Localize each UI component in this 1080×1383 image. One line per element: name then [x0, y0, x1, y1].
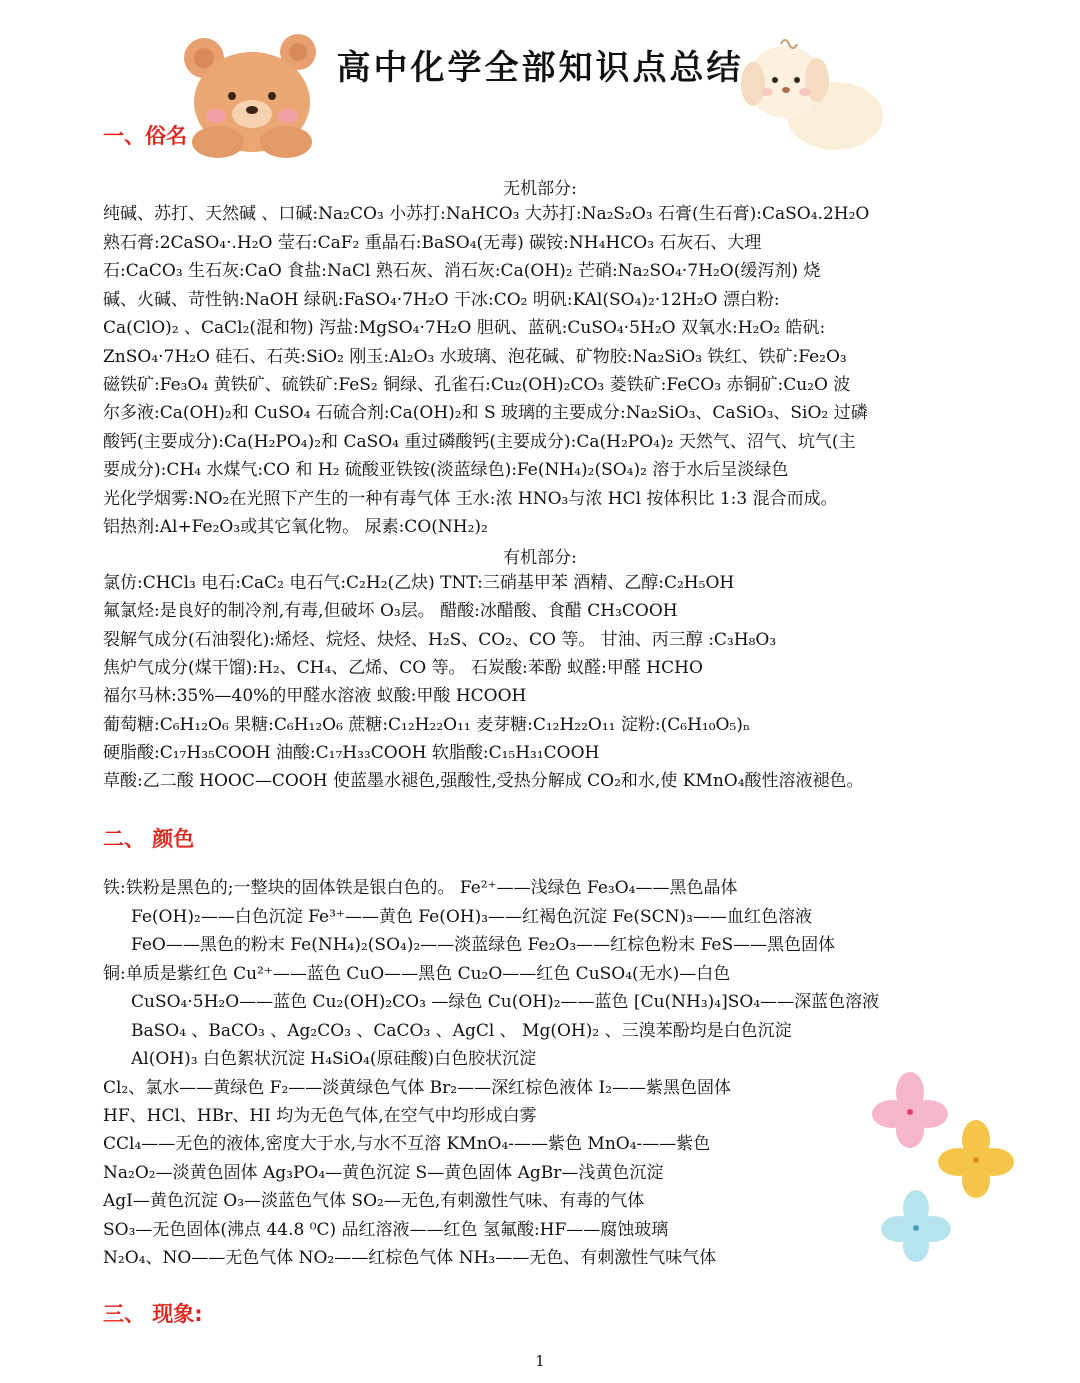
list-item: 焦炉气成分(煤干馏):H₂、CH₄、乙烯、CO 等。 石炭酸:苯酚 蚁醛:甲醛 HCHO	[103, 658, 703, 678]
inorganic-heading: 无机部分:	[503, 179, 577, 199]
list-item: 铝热剂:Al+Fe₂O₃或其它氧化物。 尿素:CO(NH₂)₂	[103, 517, 488, 537]
organic-heading: 有机部分:	[503, 548, 577, 568]
list-item: 葡萄糖:C₆H₁₂O₆ 果糖:C₆H₁₂O₆ 蔗糖:C₁₂H₂₂O₁₁ 麦芽糖:C₁₂H₂₂O₁₁ 淀粉:(C₆H₁₀O₅)ₙ	[103, 715, 751, 735]
list-item: 要成分):CH₄ 水煤气:CO 和 H₂ 硫酸亚铁铵(淡蓝绿色):Fe(NH₄)₂(SO₄)₂ 溶于水后呈淡绿色	[103, 460, 789, 480]
list-item: FeO——黑色的粉末 Fe(NH₄)₂(SO₄)₂——淡蓝绿色 Fe₂O₃——红棕色粉末 FeS——黑色固体	[131, 935, 836, 955]
list-item: 磁铁矿:Fe₃O₄ 黄铁矿、硫铁矿:FeS₂ 铜绿、孔雀石:Cu₂(OH)₂CO₃ 菱铁矿:FeCO₃ 赤铜矿:Cu₂O 波	[103, 375, 851, 395]
list-item: N₂O₄、NO——无色气体 NO₂——红棕色气体 NH₃——无色、有刺激性气味气体	[103, 1248, 717, 1268]
list-item: CCl₄——无色的液体,密度大于水,与水不互溶 KMnO₄-——紫色 MnO₄-——紫色	[103, 1134, 711, 1154]
list-item: 熟石膏:2CaSO₄·.H₂O 莹石:CaF₂ 重晶石:BaSO₄(无毒) 碳铵:NH₄HCO₃ 石灰石、大理	[103, 233, 762, 253]
list-item: BaSO₄ 、BaCO₃ 、Ag₂CO₃ 、CaCO₃ 、AgCl 、 Mg(OH)₂ 、三溴苯酚均是白色沉淀	[131, 1021, 792, 1041]
list-item: Cl₂、氯水——黄绿色 F₂——淡黄绿色气体 Br₂——深红棕色液体 I₂——紫黑色固体	[103, 1078, 732, 1098]
section-heading-colors: 二、 颜色	[103, 827, 195, 851]
list-item: 氟氯烃:是良好的制冷剂,有毒,但破坏 O₃层。 醋酸:冰醋酸、食醋 CH₃COOH	[103, 601, 678, 621]
list-item: 铁:铁粉是黑色的;一整块的固体铁是银白色的。 Fe²⁺——浅绿色 Fe₃O₄——黑色晶体	[103, 878, 738, 898]
list-item: 草酸:乙二酸 HOOC—COOH 使蓝墨水褪色,强酸性,受热分解成 CO₂和水,使 KMnO₄酸性溶液褪色。	[103, 771, 864, 791]
list-item: CuSO₄·5H₂O——蓝色 Cu₂(OH)₂CO₃ —绿色 Cu(OH)₂——蓝色 [Cu(NH₃)₄]SO₄——深蓝色溶液	[131, 992, 880, 1012]
list-item: 福尔马林:35%—40%的甲醛水溶液 蚁酸:甲酸 HCOOH	[103, 686, 527, 706]
list-item: 光化学烟雾:NO₂在光照下产生的一种有毒气体 王水:浓 HNO₃与浓 HCl 按体积比 1:3 混合而成。	[103, 489, 838, 509]
list-item: HF、HCl、HBr、HI 均为无色气体,在空气中均形成白雾	[103, 1106, 537, 1126]
list-item: Fe(OH)₂——白色沉淀 Fe³⁺——黄色 Fe(OH)₃——红褐色沉淀 Fe(SCN)₃——血红色溶液	[131, 907, 812, 927]
list-item: SO₃—无色固体(沸点 44.8 ⁰C) 品红溶液——红色 氢氟酸:HF——腐蚀玻璃	[103, 1220, 669, 1240]
list-item: AgI—黄色沉淀 O₃—淡蓝色气体 SO₂—无色,有刺激性气味、有毒的气体	[103, 1191, 645, 1211]
section-heading-names: 一、俗名	[103, 124, 187, 148]
section-heading-phenomena: 三、 现象:	[103, 1302, 203, 1326]
page-number: 1	[535, 1352, 545, 1370]
page-title: 高中化学全部知识点总结	[336, 48, 744, 88]
list-item: 碱、火碱、苛性钠:NaOH 绿矾:FaSO₄·7H₂O 干冰:CO₂ 明矾:KAl(SO₄)₂·12H₂O 漂白粉:	[103, 290, 780, 310]
list-item: 铜:单质是紫红色 Cu²⁺——蓝色 CuO——黑色 Cu₂O——红色 CuSO₄(无水)—白色	[103, 964, 731, 984]
list-item: 硬脂酸:C₁₇H₃₅COOH 油酸:C₁₇H₃₃COOH 软脂酸:C₁₅H₃₁COOH	[103, 743, 600, 763]
list-item: 裂解气成分(石油裂化):烯烃、烷烃、炔烃、H₂S、CO₂、CO 等。 甘油、丙三醇 :C₃H₈O₃	[103, 630, 777, 650]
list-item: Na₂O₂—淡黄色固体 Ag₃PO₄—黄色沉淀 S—黄色固体 AgBr—浅黄色沉淀	[103, 1163, 664, 1183]
list-item: 纯碱、苏打、天然碱 、口碱:Na₂CO₃ 小苏打:NaHCO₃ 大苏打:Na₂S₂O₃ 石膏(生石膏):CaSO₄.2H₂O	[103, 204, 870, 224]
list-item: 氯仿:CHCl₃ 电石:CaC₂ 电石气:C₂H₂(乙炔) TNT:三硝基甲苯 酒精、乙醇:C₂H₅OH	[103, 573, 735, 593]
list-item: 酸钙(主要成分):Ca(H₂PO₄)₂和 CaSO₄ 重过磷酸钙(主要成分):Ca(H₂PO₄)₂ 天然气、沼气、坑气(主	[103, 432, 856, 452]
list-item: Al(OH)₃ 白色絮状沉淀 H₄SiO₄(原硅酸)白色胶状沉淀	[131, 1049, 537, 1069]
list-item: 石:CaCO₃ 生石灰:CaO 食盐:NaCl 熟石灰、消石灰:Ca(OH)₂ 芒硝:Na₂SO₄·7H₂O(缓泻剂) 烧	[103, 261, 821, 281]
list-item: ZnSO₄·7H₂O 硅石、石英:SiO₂ 刚玉:Al₂O₃ 水玻璃、泡花碱、矿物胶:Na₂SiO₃ 铁红、铁矿:Fe₂O₃	[103, 347, 847, 367]
list-item: Ca(ClO)₂ 、CaCl₂(混和物) 泻盐:MgSO₄·7H₂O 胆矾、蓝矾:CuSO₄·5H₂O 双氧水:H₂O₂ 皓矾:	[103, 318, 826, 338]
list-item: 尔多液:Ca(OH)₂和 CuSO₄ 石硫合剂:Ca(OH)₂和 S 玻璃的主要成分:Na₂SiO₃、CaSiO₃、SiO₂ 过磷	[103, 403, 868, 423]
